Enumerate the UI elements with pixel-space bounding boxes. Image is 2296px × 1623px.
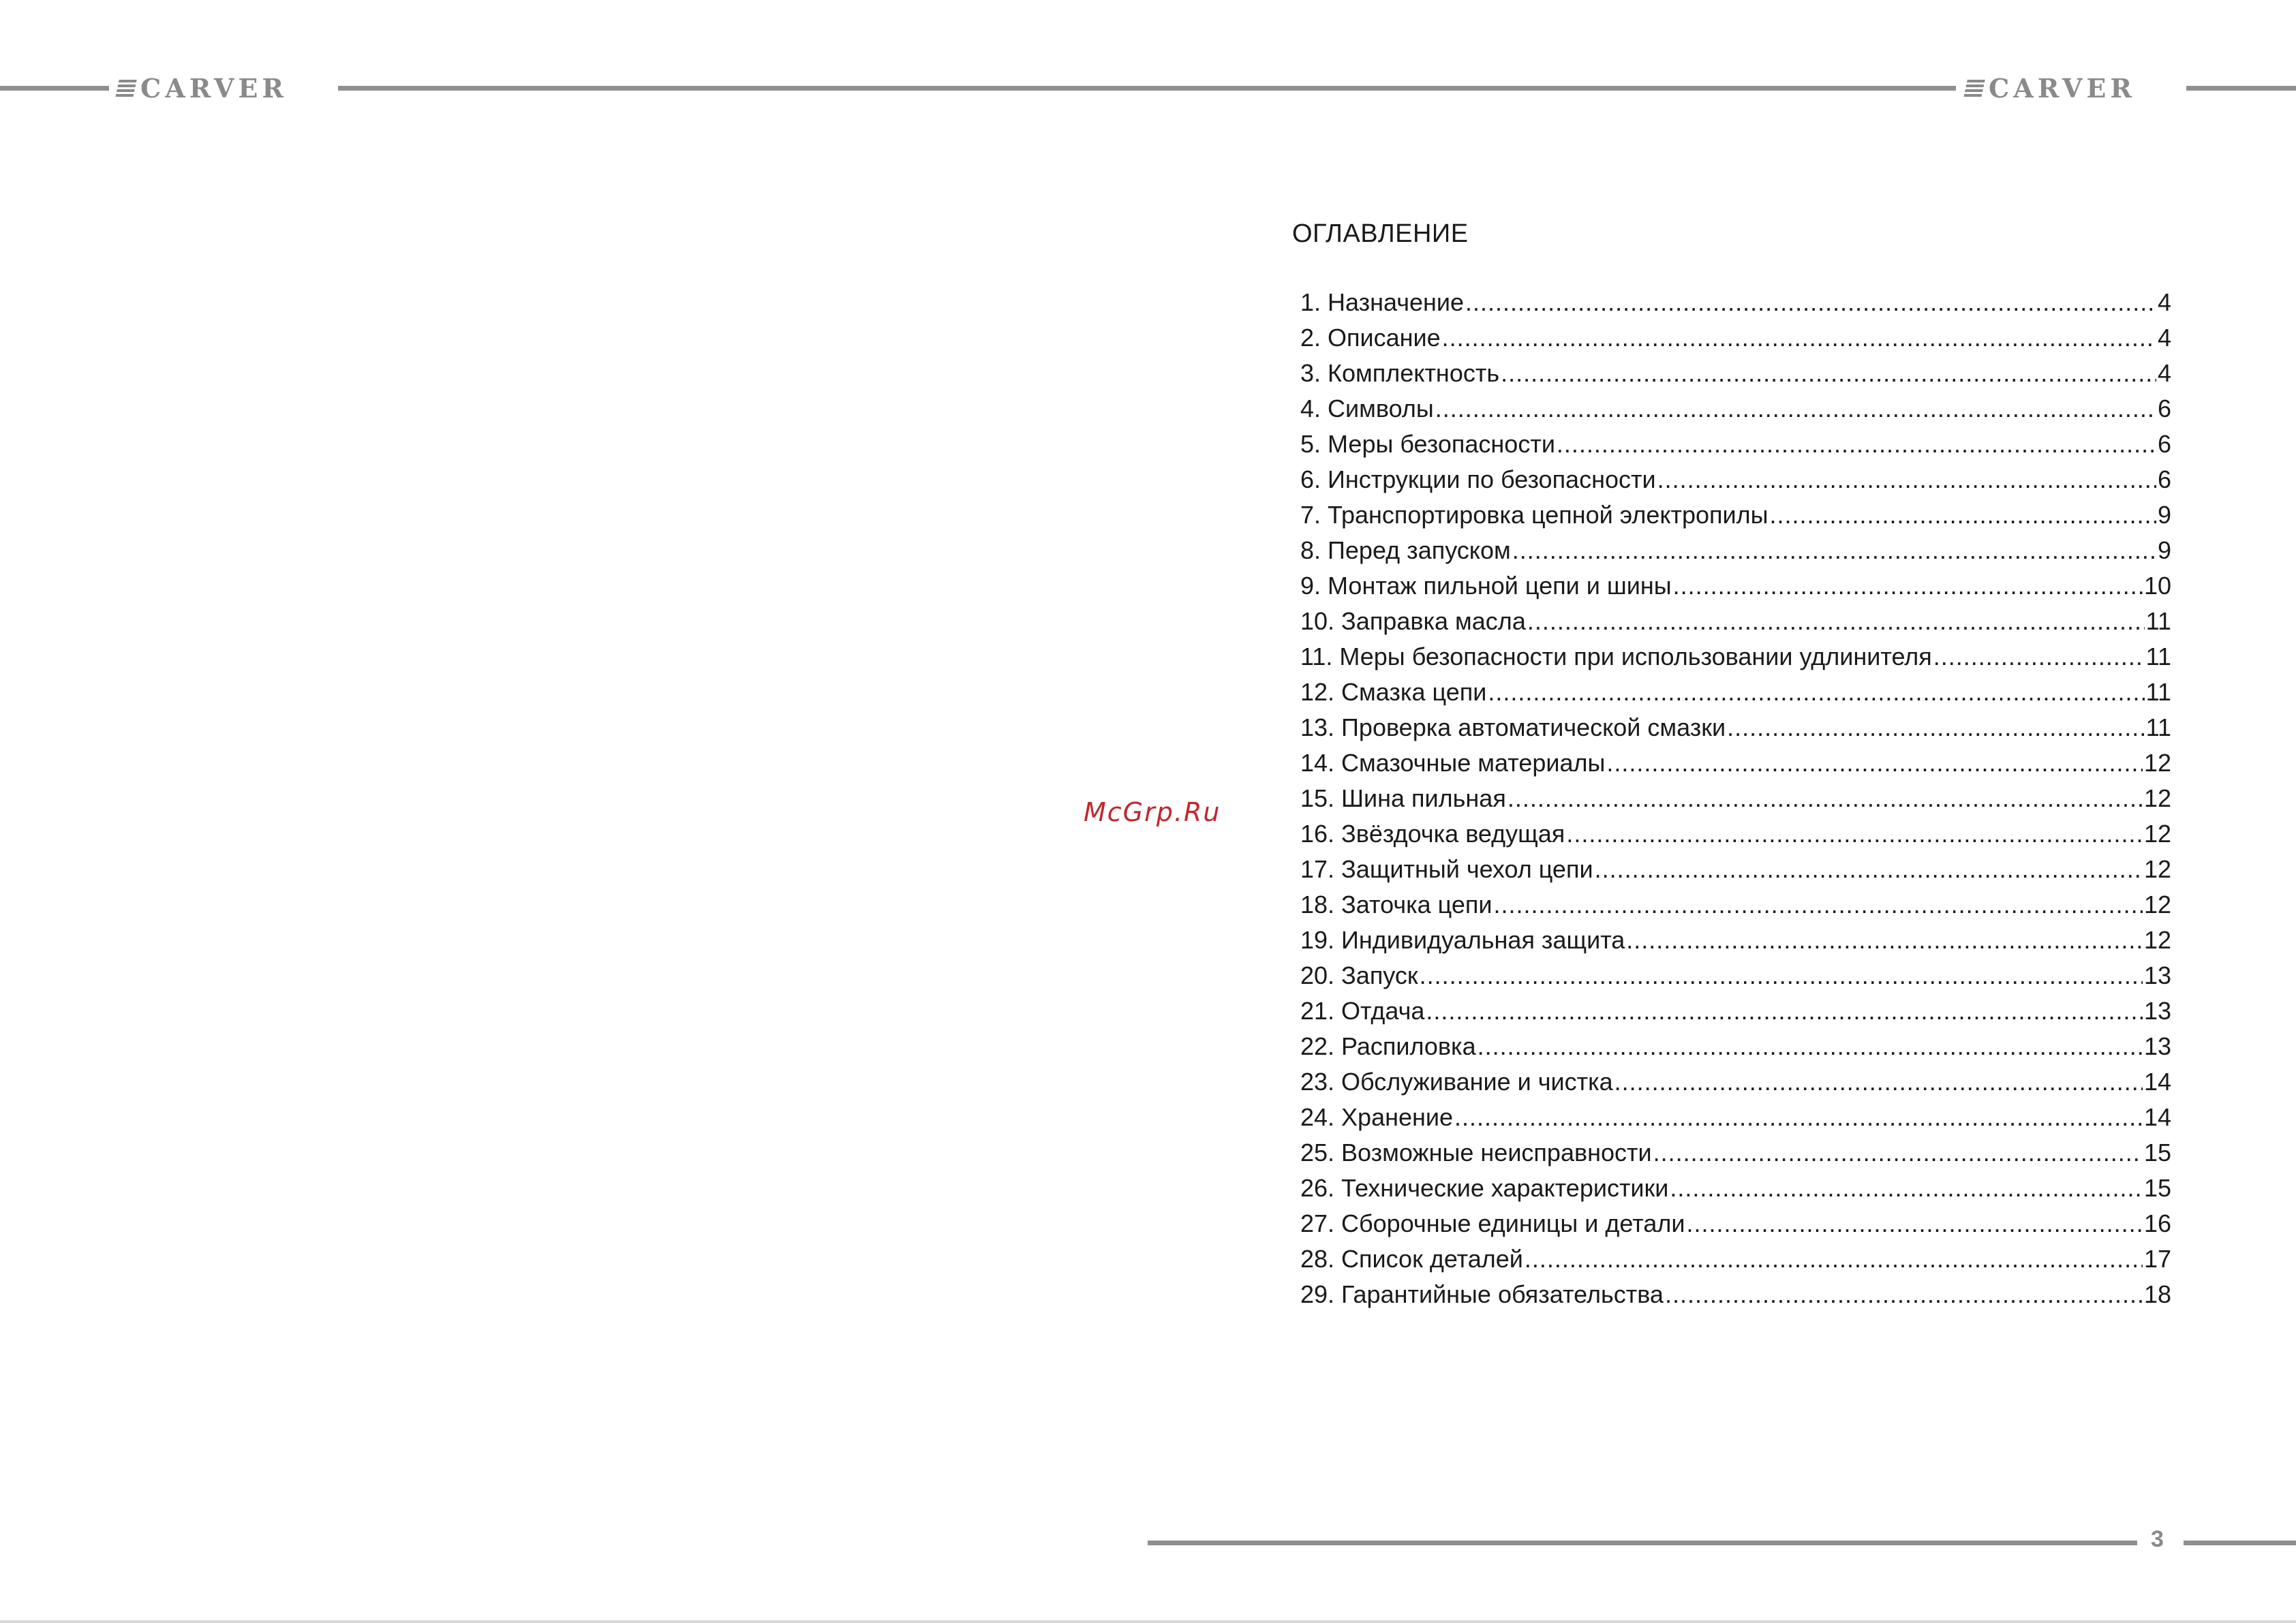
page-number: 3 (2151, 1526, 2164, 1552)
toc-entry-page: 4 (2157, 324, 2171, 352)
toc-entry-page: 12 (2143, 926, 2171, 954)
toc-dot-leader (1606, 745, 2143, 781)
toc-entry-page: 12 (2143, 855, 2171, 883)
toc-entry-label: 28. Список деталей (1300, 1245, 1523, 1273)
toc-entry-label: 8. Перед запуском (1300, 536, 1511, 564)
toc-entry[interactable] (1300, 462, 2171, 497)
toc-entry-page: 13 (2143, 997, 2171, 1025)
toc-entry-label: 12. Смазка цепи (1300, 678, 1487, 706)
toc-entry[interactable] (1300, 1171, 2171, 1206)
toc-entry-page: 12 (2143, 891, 2171, 918)
toc-dot-leader (1512, 533, 2156, 568)
toc-dot-leader (1566, 816, 2143, 852)
brand-wordmark-right: CARVER (1989, 73, 2136, 104)
toc-dot-leader (1770, 497, 2156, 533)
toc-entry[interactable] (1300, 675, 2171, 710)
toc-dot-leader (1933, 639, 2145, 675)
toc-entry-label: 4. Символы (1300, 395, 1434, 422)
toc-entry-page: 14 (2143, 1103, 2171, 1131)
toc-dot-leader (1525, 1241, 2143, 1277)
toc-entry[interactable] (1300, 887, 2171, 923)
brand-mark-icon (1963, 80, 1985, 97)
header-rule-right (2186, 86, 2296, 91)
page-bottom-edge (0, 1620, 2296, 1623)
toc-dot-leader (1420, 958, 2143, 993)
toc-entry-page: 11 (2145, 713, 2171, 741)
toc-entry-label: 22. Распиловка (1300, 1032, 1476, 1060)
toc-entry-label: 21. Отдача (1300, 997, 1425, 1025)
toc-entry-page: 4 (2157, 359, 2171, 387)
toc-dot-leader (1670, 1171, 2143, 1206)
toc-entry-page: 11 (2145, 643, 2171, 670)
toc-entry[interactable] (1300, 639, 2171, 675)
toc-list (1300, 285, 2171, 1312)
brand-mark-icon (115, 80, 137, 97)
toc-entry-page: 9 (2157, 501, 2171, 529)
toc-dot-leader (1465, 285, 2156, 320)
toc-dot-leader (1454, 1100, 2143, 1135)
header-rule-left (0, 86, 109, 91)
toc-entry-label: 25. Возможные неисправности (1300, 1139, 1652, 1166)
toc-dot-leader (1527, 604, 2145, 639)
toc-entry[interactable] (1300, 923, 2171, 958)
toc-entry-page: 14 (2143, 1068, 2171, 1096)
toc-title: ОГЛАВЛЕНИЕ (1292, 219, 1469, 248)
toc-entry[interactable] (1300, 1064, 2171, 1100)
toc-entry[interactable] (1300, 993, 2171, 1029)
toc-entry-page: 12 (2143, 749, 2171, 777)
toc-dot-leader (1614, 1064, 2143, 1100)
toc-entry-label: 24. Хранение (1300, 1103, 1454, 1131)
toc-entry-page: 6 (2157, 395, 2171, 422)
toc-dot-leader (1442, 320, 2156, 356)
toc-entry[interactable] (1300, 320, 2171, 356)
toc-entry[interactable] (1300, 1277, 2171, 1312)
toc-entry[interactable] (1300, 710, 2171, 745)
brand-logo-left (117, 73, 288, 104)
toc-entry-page: 11 (2145, 607, 2171, 635)
brand-wordmark-left: CARVER (140, 73, 288, 104)
toc-entry-label: 19. Индивидуальная защита (1300, 926, 1625, 954)
toc-entry-label: 16. Звёздочка ведущая (1300, 820, 1565, 848)
toc-entry-label: 7. Транспортировка цепной электропилы (1300, 501, 1769, 529)
header-rule-center (338, 86, 1956, 91)
toc-entry[interactable] (1300, 533, 2171, 568)
toc-dot-leader (1665, 1277, 2143, 1312)
toc-entry-label: 1. Назначение (1300, 288, 1465, 316)
toc-entry-label: 23. Обслуживание и чистка (1300, 1068, 1613, 1096)
toc-entry-page: 4 (2157, 288, 2171, 316)
toc-entry-label: 14. Смазочные материалы (1300, 749, 1606, 777)
toc-entry-label: 17. Защитный чехол цепи (1300, 855, 1593, 883)
toc-entry-label: 10. Заправка масла (1300, 607, 1526, 635)
toc-entry-label: 13. Проверка автоматической смазки (1300, 713, 1726, 741)
toc-dot-leader (1626, 923, 2143, 958)
toc-dot-leader (1488, 675, 2144, 710)
toc-entry-label: 18. Заточка цепи (1300, 891, 1493, 918)
toc-entry-page: 15 (2143, 1174, 2171, 1202)
toc-entry[interactable] (1300, 852, 2171, 887)
toc-entry[interactable] (1300, 604, 2171, 639)
footer-rule-right (2184, 1541, 2296, 1545)
watermark-link[interactable]: McGrp.Ru (1084, 797, 1221, 827)
toc-dot-leader (1657, 462, 2156, 497)
toc-dot-leader (1595, 852, 2143, 887)
toc-dot-leader (1673, 568, 2143, 604)
toc-entry-page: 17 (2143, 1245, 2171, 1273)
toc-entry-page: 13 (2143, 961, 2171, 989)
toc-entry-label: 26. Технические характеристики (1300, 1174, 1669, 1202)
toc-dot-leader (1557, 427, 2156, 462)
toc-dot-leader (1501, 356, 2156, 391)
footer-rule-left (1148, 1541, 2137, 1545)
toc-entry[interactable] (1300, 816, 2171, 852)
toc-entry-label: 6. Инструкции по безопасности (1300, 465, 1656, 493)
toc-entry[interactable] (1300, 1241, 2171, 1277)
toc-entry[interactable] (1300, 1029, 2171, 1064)
toc-entry-page: 18 (2143, 1280, 2171, 1308)
toc-dot-leader (1435, 391, 2156, 427)
toc-entry-label: 2. Описание (1300, 324, 1441, 352)
toc-entry-label: 11. Меры безопасности при использовании удлинителя (1300, 643, 1932, 670)
toc-entry-page: 12 (2143, 820, 2171, 848)
toc-entry-page: 12 (2143, 784, 2171, 812)
brand-logo-right (1965, 73, 2136, 104)
toc-entry[interactable] (1300, 781, 2171, 816)
toc-dot-leader (1727, 710, 2144, 745)
toc-entry[interactable] (1300, 356, 2171, 391)
toc-entry-label: 29. Гарантийные обязательства (1300, 1280, 1664, 1308)
toc-entry-page: 6 (2157, 430, 2171, 458)
toc-entry[interactable] (1300, 745, 2171, 781)
toc-entry-page: 15 (2143, 1139, 2171, 1166)
toc-entry[interactable] (1300, 1100, 2171, 1135)
toc-dot-leader (1426, 993, 2143, 1029)
toc-entry[interactable] (1300, 1206, 2171, 1241)
toc-entry-page: 11 (2145, 678, 2171, 706)
toc-entry-page: 10 (2143, 572, 2171, 600)
toc-entry[interactable] (1300, 427, 2171, 462)
toc-entry[interactable] (1300, 568, 2171, 604)
toc-entry-page: 6 (2157, 465, 2171, 493)
toc-entry-label: 9. Монтаж пильной цепи и шины (1300, 572, 1672, 600)
toc-entry-page: 13 (2143, 1032, 2171, 1060)
toc-entry-page: 16 (2143, 1209, 2171, 1237)
toc-dot-leader (1686, 1206, 2142, 1241)
toc-dot-leader (1494, 887, 2143, 923)
toc-entry-label: 5. Меры безопасности (1300, 430, 1555, 458)
toc-entry-label: 27. Сборочные единицы и детали (1300, 1209, 1685, 1237)
toc-entry[interactable] (1300, 958, 2171, 993)
toc-entry[interactable] (1300, 497, 2171, 533)
toc-entry[interactable] (1300, 1135, 2171, 1171)
toc-dot-leader (1507, 781, 2143, 816)
toc-entry[interactable] (1300, 285, 2171, 320)
toc-entry-page: 9 (2157, 536, 2171, 564)
toc-entry-label: 3. Комплектность (1300, 359, 1500, 387)
toc-dot-leader (1478, 1029, 2143, 1064)
toc-entry-label: 15. Шина пильная (1300, 784, 1506, 812)
toc-entry-label: 20. Запуск (1300, 961, 1418, 989)
toc-entry[interactable] (1300, 391, 2171, 427)
toc-dot-leader (1653, 1135, 2143, 1171)
